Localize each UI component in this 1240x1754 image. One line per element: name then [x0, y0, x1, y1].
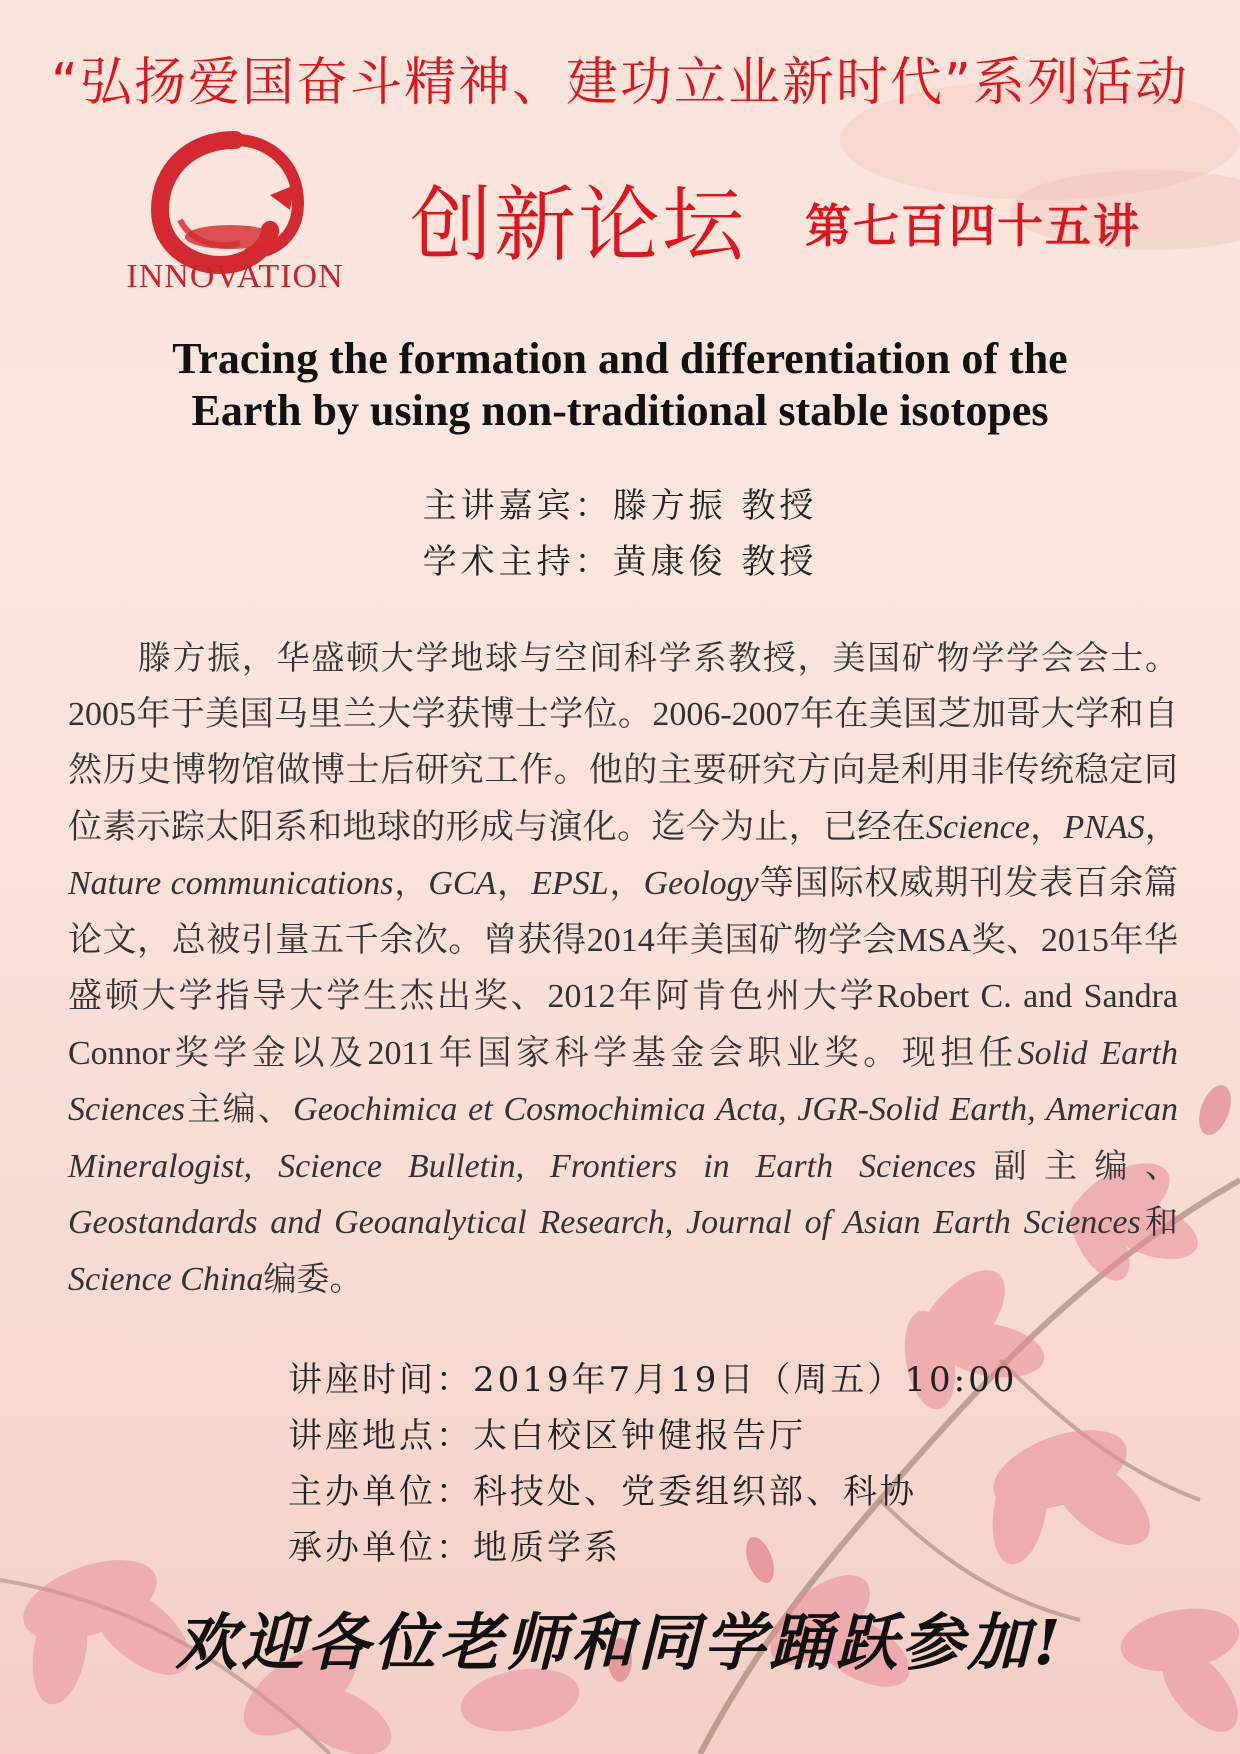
bio-text: ， [1029, 806, 1064, 846]
journal-name: GCA [428, 865, 497, 902]
journal-name: EPSL [531, 865, 609, 902]
bio-text: ， [393, 863, 429, 902]
lecture-number: 第七百四十五讲 [805, 199, 1141, 253]
journal-name: Geology [643, 865, 759, 902]
event-time: 讲座时间：2019年7月19日（周五）10:00 [288, 1360, 1018, 1400]
bio-text: 2005年于美国马里兰大学获博士学位。2006-2007年在美国芝加哥大学和自然历史博物馆做博士后研究工作。他的主要研究方向是利用非传统稳定同位素示踪太阳系和地球的形成与演化。迄今为止，已经在 [68, 695, 1178, 846]
journal-name: Geochimica et Cosmochimica Acta, JGR-Solid Earth, American Mineralogist, Science Bulletin, Frontiers in Earth Sciences [68, 1091, 1179, 1185]
forum-title: 创新论坛 [410, 178, 747, 273]
host-line: 学术主持：黄康俊 教授 [422, 542, 818, 582]
speaker-line: 主讲嘉宾：滕方振 教授 [422, 486, 818, 526]
welcome-message: 欢迎各位老师和同学踊跃参加! [175, 1606, 1065, 1679]
journal-name: Nature communications [68, 865, 394, 902]
bio-text: 等国际权威期刊发表百余篇论文，总被引量五千余次。曾获得2014年美国矿物学会MSA奖、2015年华盛顿大学指导大学生杰出奖、2012年阿肯色州大学Robert C. and Sandra Connor奖学金以及2011年国家科学基金会职业奖。现担任 [68, 865, 1178, 1072]
bio-text: ， [608, 863, 644, 902]
talk-title [60, 333, 1180, 437]
logo-text: INNOVATION [126, 258, 344, 295]
event-info [288, 1352, 1017, 1576]
bio-text: ， [496, 863, 532, 902]
speaker-block [0, 478, 1240, 590]
bio-text: 编委。 [263, 1258, 363, 1298]
bio-text: 副主编、 [976, 1145, 1178, 1185]
bio-text: 主编、 [185, 1089, 294, 1128]
bio-text: 和 [1140, 1202, 1178, 1241]
event-place: 讲座地点：太白校区钟健报告厅 [288, 1416, 806, 1456]
bio-text: 滕方振，华盛顿大学地球与空间科学系教授，美国矿物学学会会士。 [136, 638, 1178, 677]
event-undertaker: 承办单位：地质学系 [288, 1528, 621, 1568]
journal-name: Science China [68, 1260, 264, 1298]
talk-title-line: Earth by using non-traditional stable isotopes [191, 386, 1049, 435]
bio-text: ， [1144, 806, 1179, 846]
journal-name: PNAS [1063, 808, 1145, 846]
campaign-slogan: “弘扬爱国奋斗精神、建功立业新时代”系列活动 [51, 53, 1189, 113]
journal-name: Solid Earth Sciences [68, 1034, 1178, 1128]
journal-name: Geostandards and Geoanalytical Research, Journal of Asian Earth Sciences [68, 1204, 1141, 1241]
talk-title-line: Tracing the formation and differentiation of the [172, 334, 1068, 383]
speaker-biography [68, 630, 1178, 1307]
event-organizer: 主办单位：科技处、党委组织部、科协 [288, 1472, 917, 1512]
journal-name: Science [926, 808, 1030, 846]
